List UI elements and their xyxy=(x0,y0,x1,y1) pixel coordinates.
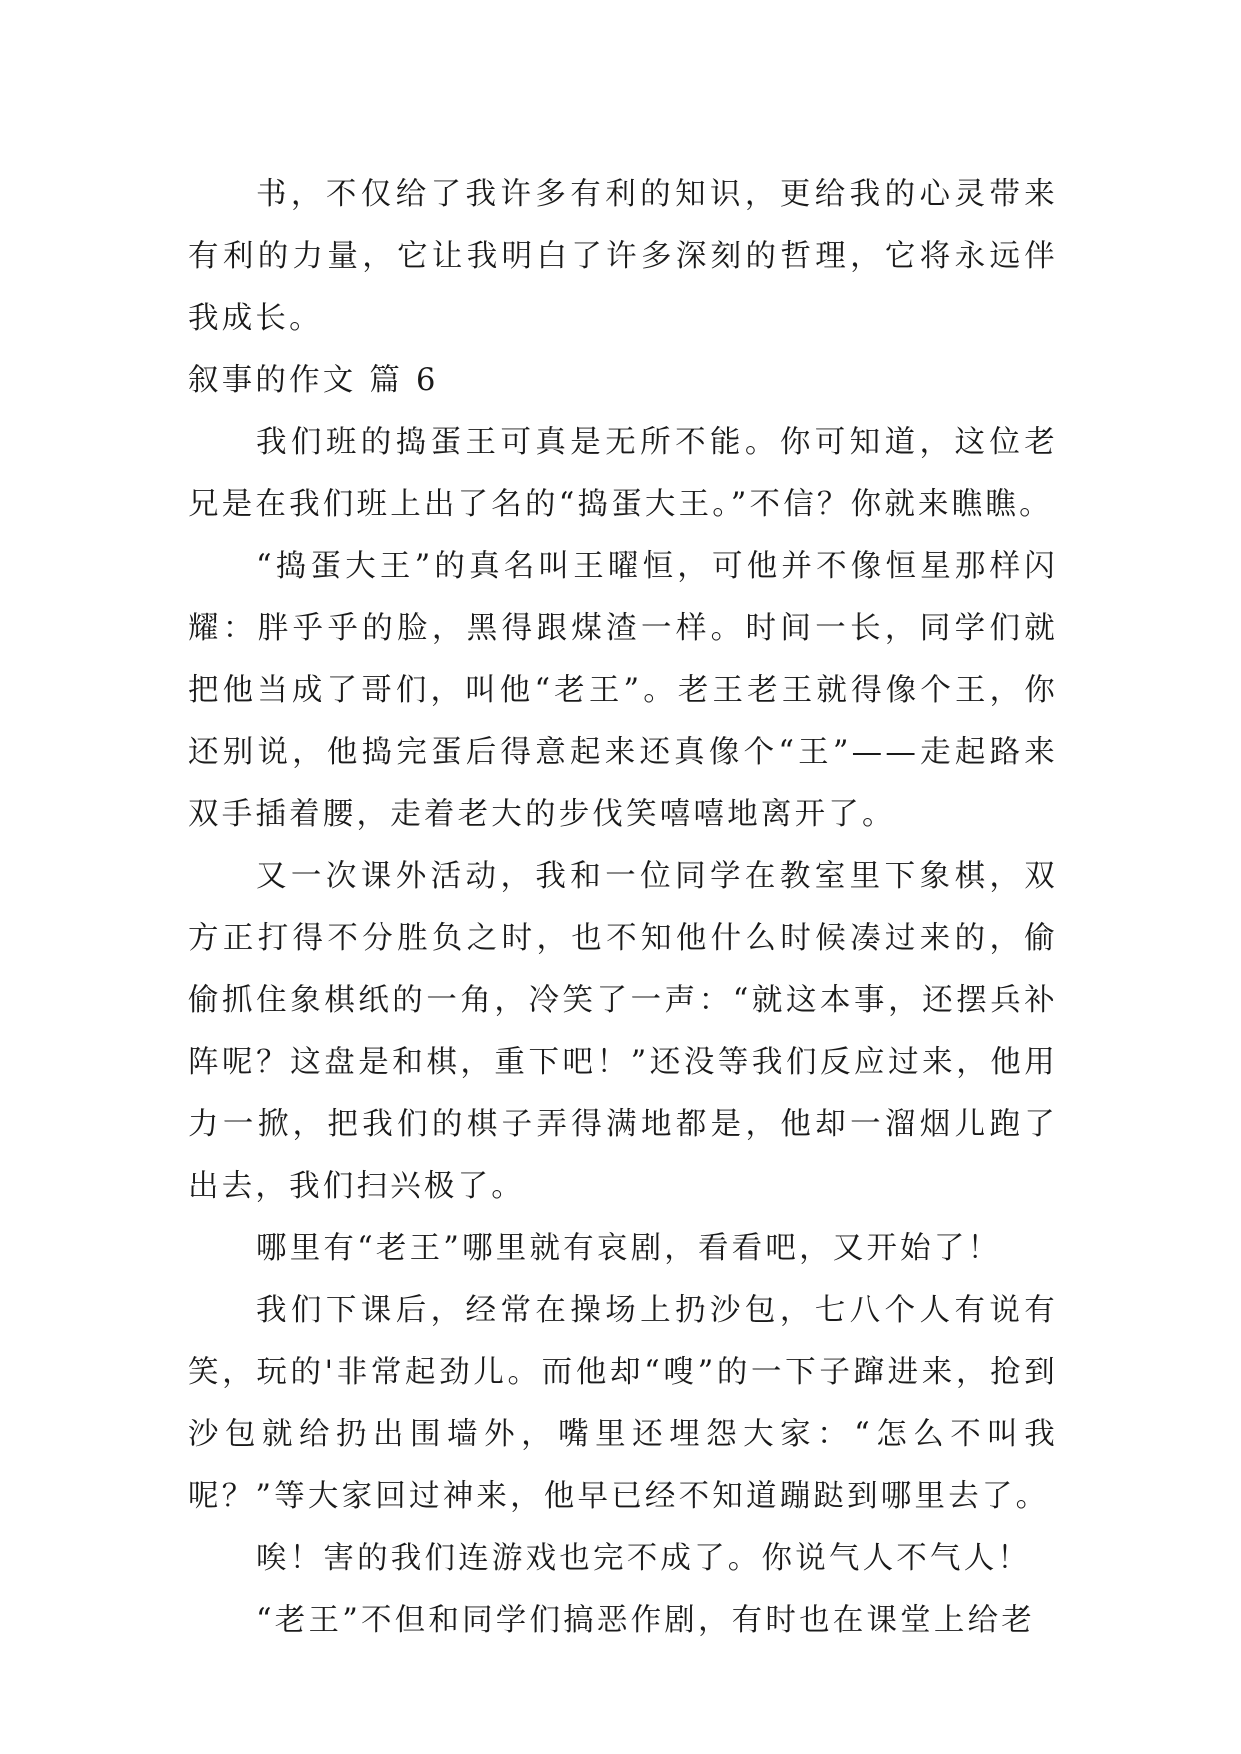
paragraph-sandbag: 我们下课后，经常在操场上扔沙包，七八个人有说有笑，玩的'非常起劲儿。而他却“嗖”的一下子蹿进来，抢到沙包就给扔出围墙外，嘴里还埋怨大家：“怎么不叫我呢？”等大家回过神来，他早已经不知道蹦跶到哪里去了。 xyxy=(188,1293,1058,1514)
paragraph-sigh: 唉！害的我们连游戏也完不成了。你说气人不气人！ xyxy=(256,1541,1032,1576)
paragraph-book-conclusion: 书，不仅给了我许多有利的知识，更给我的心灵带来有利的力量，它让我明白了许多深刻的哲理，它将永远伴我成长。 xyxy=(188,177,1058,336)
paragraph-classroom: “老王”不但和同学们搞恶作剧，有时也在课堂上给老 xyxy=(256,1603,1035,1638)
paragraph-description: “捣蛋大王”的真名叫王曜恒，可他并不像恒星那样闪耀：胖乎乎的脸，黑得跟煤渣一样。时间一长，同学们就把他当成了哥们，叫他“老王”。老王老王就得像个王，你还别说，他捣完蛋后得意起来还真像个“王”——走起路来双手插着腰，走着老大的步伐笑嘻嘻地离开了。 xyxy=(188,549,1058,832)
document-body xyxy=(188,164,1058,1652)
paragraph-intro: 我们班的捣蛋王可真是无所不能。你可知道，这位老兄是在我们班上出了名的“捣蛋大王。”不信？你就来瞧瞧。 xyxy=(188,425,1058,522)
section-heading: 叙事的作文 篇 6 xyxy=(188,363,439,398)
paragraph-chess: 又一次课外活动，我和一位同学在教室里下象棋，双方正打得不分胜负之时，也不知他什么时候凑过来的，偷偷抓住象棋纸的一角，冷笑了一声：“就这本事，还摆兵补阵呢？这盘是和棋，重下吧！”还没等我们反应过来，他用力一掀，把我们的棋子弄得满地都是，他却一溜烟儿跑了出去，我们扫兴极了。 xyxy=(188,859,1058,1204)
paragraph-transition: 哪里有“老王”哪里就有哀剧，看看吧，又开始了！ xyxy=(256,1231,1002,1266)
